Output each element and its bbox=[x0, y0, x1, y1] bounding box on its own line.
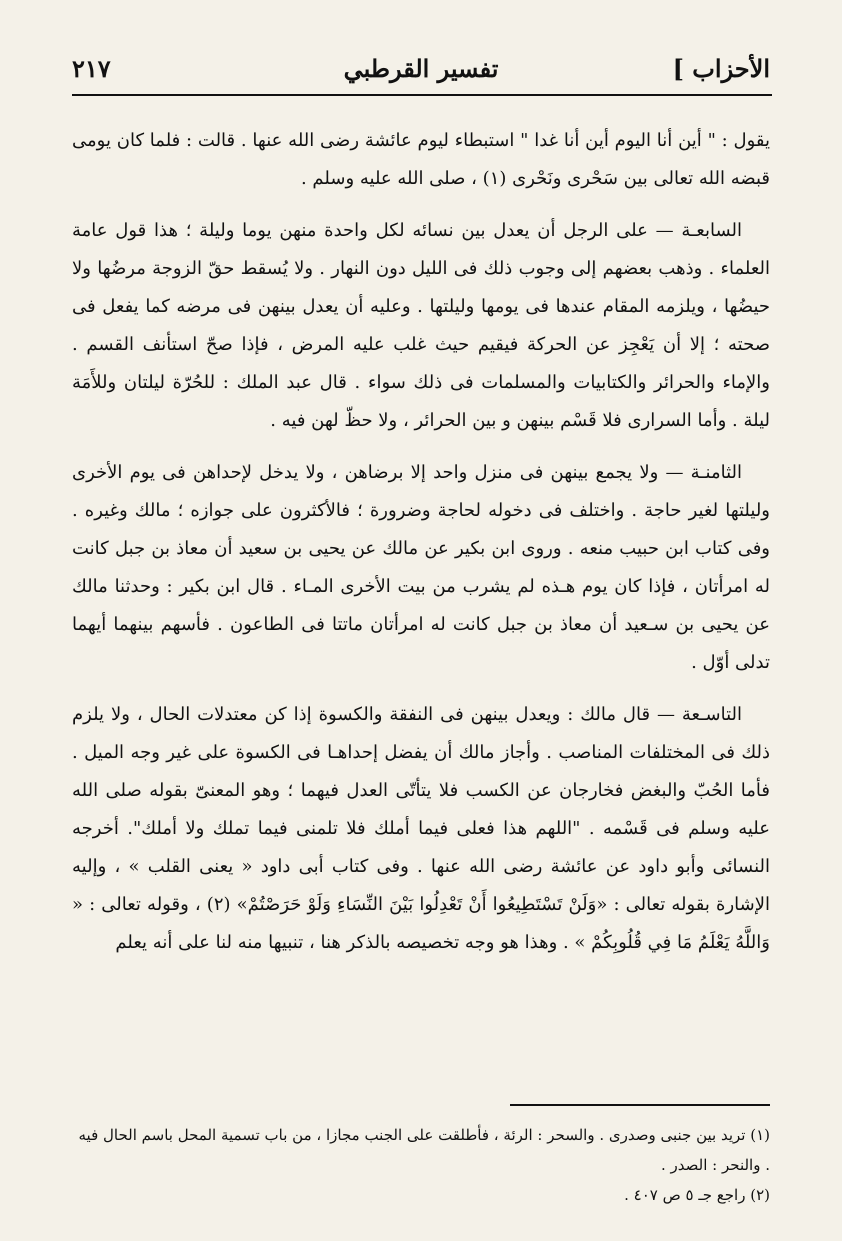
paragraph-1: يقول : " أين أنا اليوم أين أنا غدا " استبطاء ليوم عائشة رضى الله عنها . قالت : فلما كان يومى قبضه الله تعالى بين سَحْرى ونَحْرى (١) ، صلى الله عليه وسلم . bbox=[72, 130, 770, 189]
footnote-2: (٢) راجع جـ ٥ ص ٤٠٧ . bbox=[624, 1186, 770, 1204]
main-text bbox=[72, 122, 770, 962]
footnotes bbox=[72, 1120, 770, 1210]
header-rule bbox=[72, 94, 772, 96]
book-title: تفسير القرطبي bbox=[343, 53, 499, 83]
section-name: الأحزاب ] bbox=[672, 53, 770, 83]
page-number: ٢١٧ bbox=[72, 53, 111, 83]
paragraph-2: السابعـة — على الرجل أن يعدل بين نسائه لكل واحدة منهن يوما وليلة ؛ هذا قول عامة العلماء . وذهب بعضهم إلى وجوب ذلك فى الليل دون النهار . ولا يُسقط حقّ الزوجة مرضُها ولا حيضُها ، ويلزمه المقام عندها فى يومها وليلتها . وعليه أن يعدل بينهن فى مرضه كما يفعل فى صحته ؛ إلا أن يَعْجِز عن الحركة فيقيم حيث غلب عليه المرض ، فإذا صحّ استأنف القسم . والإماء والحرائر والكتابيات والمسلمات فى ذلك سواء . قال عبد الملك : للحُرّة ليلتان وللأَمَة ليلة . وأما السرارى فلا قَسْم بينهن و بين الحرائر ، ولا حظّ لهن فيه . bbox=[72, 220, 770, 431]
footnote-rule bbox=[510, 1104, 770, 1106]
paragraph-3: الثامنـة — ولا يجمع بينهن فى منزل واحد إلا برضاهن ، ولا يدخل لإحداهن فى يوم الأخرى وليلتها لغير حاجة . واختلف فى دخوله لحاجة وضرورة ؛ فالأكثرون على جوازه ؛ مالك وغيره . وفى كتاب ابن حبيب منعه . وروى ابن بكير عن مالك عن يحيى بن سعيد أن معاذ بن جبل كانت له امرأتان ، فإذا كان يوم هـذه لم يشرب من بيت الأخرى المـاء . قال ابن بكير : وحدثنا مالك عن يحيى بن سـعيد أن معاذ بن جبل كانت له امرأتان ماتتا فى الطاعون . فأسهم بينهما أيهما تدلى أوّل . bbox=[72, 462, 771, 673]
page-header bbox=[72, 46, 770, 90]
footnote-1: (١) تريد بين جنبى وصدرى . والسحر : الرئة ، فأطلقت على الجنب مجازا ، من باب تسمية المحل باسم الحال فيه . والنحر : الصدر . bbox=[78, 1126, 770, 1174]
paragraph-4: التاسـعة — قال مالك : ويعدل بينهن فى النفقة والكسوة إذا كن معتدلات الحال ، ولا يلزم ذلك فى المختلفات المناصب . وأجاز مالك أن يفضل إحداهـا فى الكسوة على غير وجه الميل . فأما الحُبّ والبغض فخارجان عن الكسب فلا يتأتّى العدل فيهما ؛ وهو المعنىّ بقوله صلى الله عليه وسلم فى قَسْمه . "اللهم هذا فعلى فيما أملك فلا تلمنى فيما تملك ولا أملك". أخرجه النسائى وأبو داود عن عائشة رضى الله عنها . وفى كتاب أبى داود « يعنى القلب » ، وإليه الإشارة بقوله تعالى : «وَلَنْ تَسْتَطِيعُوا أَنْ تَعْدِلُوا بَيْنَ النِّسَاءِ وَلَوْ حَرَصْتُمْ» (٢) ، وقوله تعالى : « وَاللَّهُ يَعْلَمُ مَا فِي قُلُوبِكُمْ » . وهذا هو وجه تخصيصه بالذكر هنا ، تنبيها منه لنا على أنه يعلم bbox=[72, 704, 770, 953]
